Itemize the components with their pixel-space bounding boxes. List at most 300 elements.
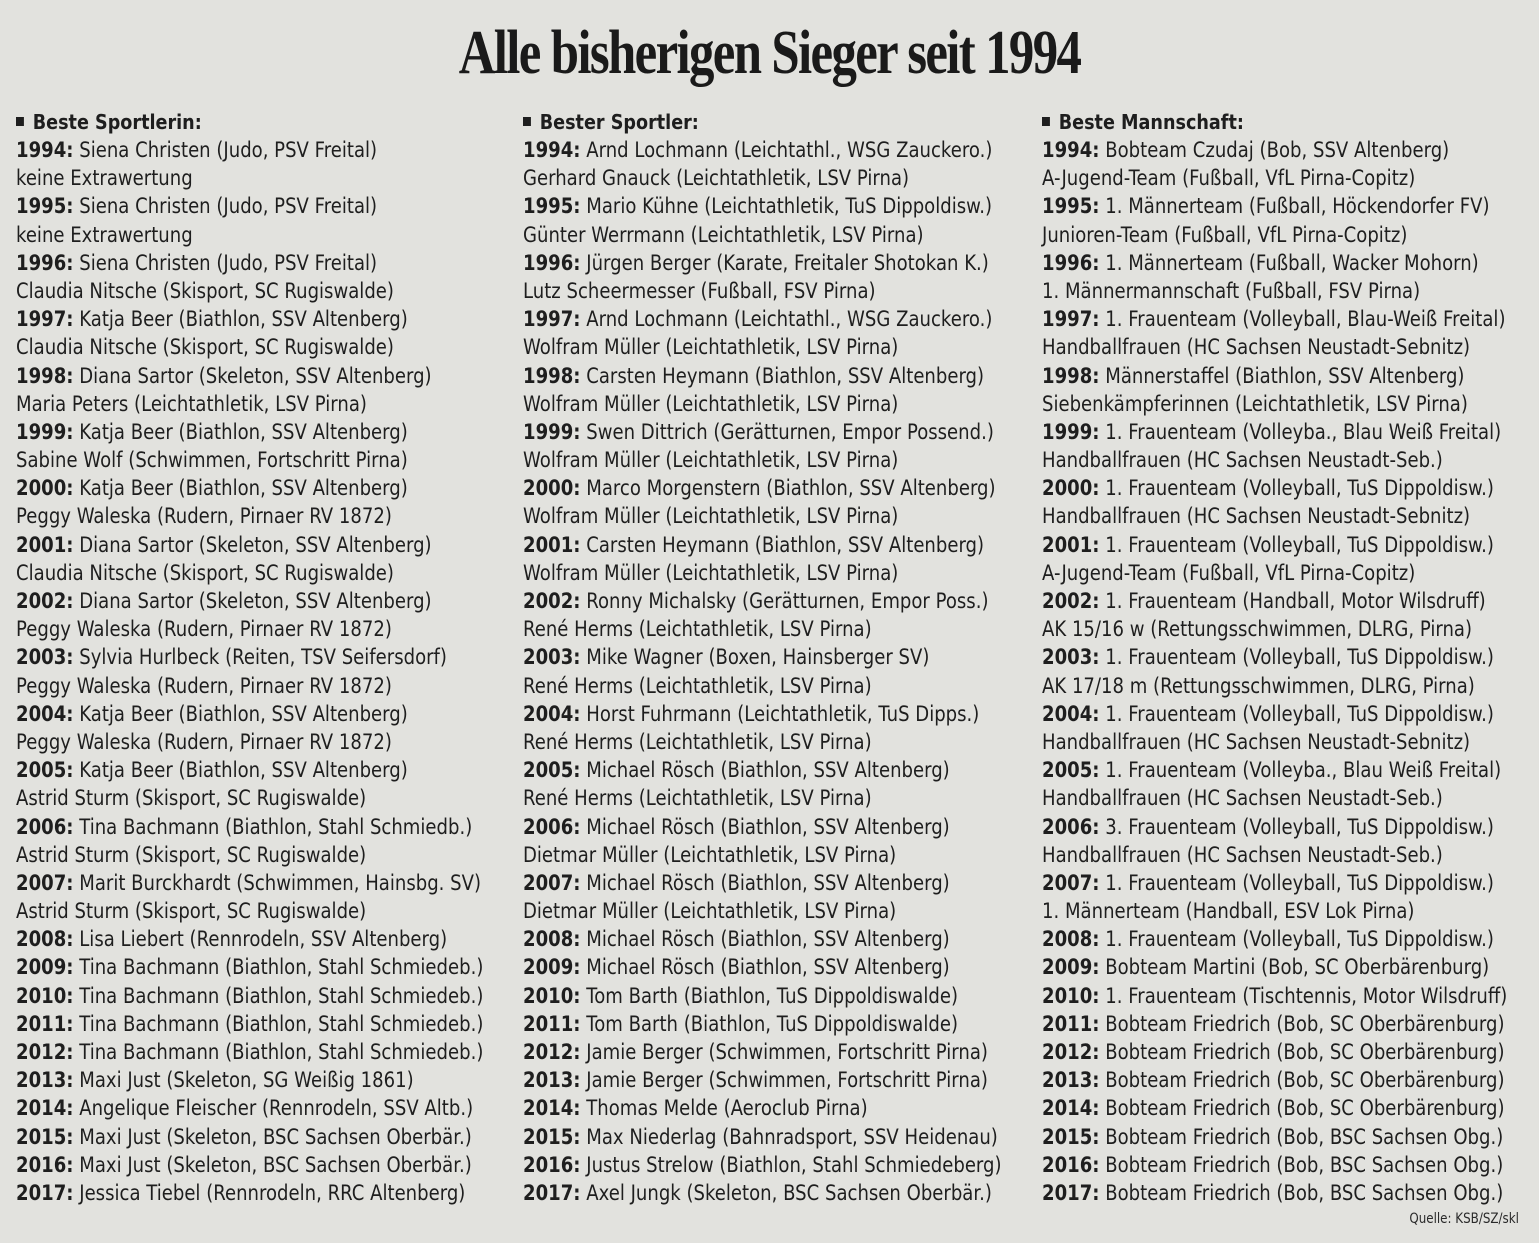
column-heading — [16, 108, 460, 136]
winner-line — [523, 531, 985, 559]
winner-line — [16, 643, 450, 671]
winner-line — [16, 756, 450, 784]
winner-text: Diana Sartor (Skeleton, SSV Altenberg) — [73, 532, 432, 557]
winner-year: 1995: — [1042, 194, 1100, 219]
winner-year: 2003: — [16, 645, 74, 670]
winner-text: Astrid Sturm (Skisport, SC Rugiswalde) — [16, 842, 367, 867]
winner-line — [523, 1094, 960, 1122]
winner-year: 1994: — [16, 138, 74, 162]
winner-line — [1042, 841, 1463, 869]
winner-line — [16, 587, 450, 615]
winner-line — [1042, 249, 1479, 277]
winner-line — [523, 333, 960, 361]
winner-text: Jessica Tiebel (Rennrodeln, RRC Altenberg) — [73, 1180, 466, 1205]
winner-text: Sylvia Hurlbeck (Reiten, TSV Seifersdorf) — [73, 645, 447, 670]
winner-text: Axel Jungk (Skeleton, BSC Sachsen Oberbär.) — [580, 1180, 992, 1205]
winner-text: 1. Frauenteam (Volleyba., Blau Weiß Freital) — [1099, 419, 1502, 444]
winner-text: Peggy Waleska (Rudern, Pirnaer RV 1872) — [16, 673, 392, 698]
winner-text: Astrid Sturm (Skisport, SC Rugiswalde) — [16, 786, 367, 811]
page-title: Alle bisherigen Sieger seit 1994 — [458, 19, 1081, 87]
winner-year: 2002: — [16, 589, 74, 613]
winner-year: 2010: — [16, 983, 74, 1008]
winner-year: 1997: — [1042, 307, 1100, 332]
winner-text: Arnd Lochmann (Leichtathl., WSG Zauckero.) — [580, 307, 993, 332]
winner-text: René Herms (Leichtathletik, LSV Pirna) — [523, 786, 872, 811]
winner-year: 2017: — [523, 1180, 581, 1205]
winner-line — [16, 192, 450, 220]
winner-line — [16, 1066, 450, 1094]
winner-year: 2014: — [1042, 1096, 1100, 1121]
winner-line — [16, 1010, 484, 1038]
column-heading — [523, 108, 970, 136]
winner-year: 1998: — [16, 363, 74, 388]
winner-line — [523, 672, 960, 700]
winner-text: Marco Morgenstern (Biathlon, SSV Altenberg) — [580, 476, 996, 501]
winner-text: Katja Beer (Biathlon, SSV Altenberg) — [73, 419, 408, 444]
winner-text: 1. Frauenteam (Volleyball, TuS Dippoldisw.) — [1099, 532, 1494, 557]
winner-year: 2010: — [523, 983, 581, 1008]
winner-line — [16, 136, 450, 164]
winner-year: 2007: — [523, 870, 581, 895]
winner-line — [523, 446, 960, 474]
winner-text: Diana Sartor (Skeleton, SSV Altenberg) — [73, 589, 432, 613]
winner-text: Maria Peters (Leichtathletik, LSV Pirna) — [16, 391, 367, 416]
winner-line — [16, 1038, 484, 1066]
winner-year: 2008: — [523, 927, 581, 952]
winner-line — [1042, 672, 1475, 700]
winner-year: 2001: — [1042, 532, 1100, 557]
winner-year: 1994: — [1042, 138, 1100, 162]
winner-line — [1042, 531, 1494, 559]
winner-text: Marit Burckhardt (Schwimmen, Hainsbg. SV) — [73, 870, 482, 895]
winner-line — [16, 559, 450, 587]
winner-line — [16, 1094, 474, 1122]
winner-line — [16, 982, 484, 1010]
winner-line — [16, 615, 450, 643]
winner-line — [16, 446, 450, 474]
winner-text: Lisa Liebert (Rennrodeln, SSV Altenberg) — [73, 927, 448, 952]
winner-year: 2015: — [523, 1124, 581, 1149]
winner-year: 2005: — [16, 758, 74, 783]
winner-year: 2003: — [1042, 645, 1100, 670]
winner-text: AK 15/16 w (Rettungsschwimmen, DLRG, Pirna) — [1042, 617, 1473, 642]
winner-line — [1042, 925, 1494, 953]
winner-line — [1042, 756, 1502, 784]
winner-text: Maxi Just (Skeleton, SG Weißig 1861) — [73, 1068, 414, 1093]
winner-line — [523, 756, 960, 784]
winner-text: Tina Bachmann (Biathlon, Stahl Schmiedeb.) — [73, 1011, 484, 1036]
winner-text: AK 17/18 m (Rettungsschwimmen, DLRG, Pirna) — [1042, 673, 1475, 698]
winner-line — [523, 784, 960, 812]
winner-year: 2011: — [16, 1011, 74, 1036]
winner-line — [523, 925, 960, 953]
winner-year: 1999: — [523, 419, 581, 444]
winner-line — [16, 531, 450, 559]
winner-line — [523, 249, 989, 277]
winner-year: 1996: — [523, 250, 581, 275]
winner-list — [1042, 136, 1532, 1207]
winner-line — [1042, 1066, 1505, 1094]
winner-text: 1. Frauenteam (Volleyba., Blau Weiß Freital) — [1099, 758, 1502, 783]
winner-text: Bobteam Friedrich (Bob, SC Oberbärenburg) — [1099, 1096, 1505, 1121]
winner-line — [16, 418, 450, 446]
winner-line — [1042, 418, 1502, 446]
winner-text: 1. Männermannschaft (Fußball, FSV Pirna) — [1042, 278, 1421, 303]
winner-line — [1042, 953, 1490, 981]
winner-year: 2008: — [1042, 927, 1100, 952]
winner-year: 2004: — [16, 701, 74, 726]
winner-line — [16, 249, 450, 277]
winner-text: A-Jugend-Team (Fußball, VfL Pirna-Copitz) — [1042, 560, 1416, 585]
winner-line — [523, 615, 960, 643]
winner-year: 2014: — [16, 1096, 74, 1121]
winner-text: A-Jugend-Team (Fußball, VfL Pirna-Copitz) — [1042, 166, 1416, 191]
winner-line — [16, 502, 450, 530]
winner-year: 2009: — [523, 955, 581, 980]
winner-line — [523, 841, 960, 869]
winner-text: 1. Frauenteam (Volleyball, TuS Dippoldisw.) — [1099, 927, 1494, 952]
winner-year: 2012: — [1042, 1040, 1100, 1064]
winner-text: Angelique Fleischer (Rennrodeln, SSV Altb.) — [73, 1096, 474, 1121]
winner-line — [1042, 728, 1471, 756]
winner-line — [16, 728, 450, 756]
winner-line — [16, 305, 450, 333]
winner-line — [1042, 221, 1463, 249]
winner-list — [523, 136, 1031, 1207]
winner-line — [16, 164, 450, 192]
winner-line — [1042, 615, 1473, 643]
winner-text: Bobteam Friedrich (Bob, BSC Sachsen Obg.) — [1099, 1180, 1504, 1205]
winner-text: Tina Bachmann (Biathlon, Stahl Schmiedeb.) — [73, 1040, 484, 1064]
winner-line — [523, 474, 996, 502]
winner-line — [1042, 277, 1463, 305]
winner-year: 2015: — [1042, 1124, 1100, 1149]
winner-text: 1. Frauenteam (Volleyball, TuS Dippoldisw.) — [1099, 701, 1494, 726]
winner-year: 1999: — [16, 419, 74, 444]
winner-text: Horst Fuhrmann (Leichtathletik, TuS Dipps.) — [580, 701, 980, 726]
winner-line — [523, 982, 960, 1010]
winner-year: 1996: — [1042, 250, 1100, 275]
winner-line — [523, 390, 960, 418]
column-heading-label: Beste Mannschaft: — [1058, 110, 1244, 134]
winner-line — [1042, 1038, 1505, 1066]
winner-text: Max Niederlag (Bahnradsport, SSV Heidenau) — [580, 1124, 998, 1149]
winner-text: Mike Wagner (Boxen, Hainsberger SV) — [580, 645, 930, 670]
winner-line — [1042, 333, 1471, 361]
winner-year: 1995: — [16, 194, 74, 219]
winner-year: 2013: — [1042, 1068, 1100, 1093]
winner-line — [523, 418, 994, 446]
winner-text: René Herms (Leichtathletik, LSV Pirna) — [523, 673, 872, 698]
winner-line — [523, 587, 989, 615]
winner-year: 1995: — [523, 194, 581, 219]
winner-line — [1042, 1151, 1504, 1179]
winner-text: Wolfram Müller (Leichtathletik, LSV Pirna) — [523, 504, 899, 529]
winner-text: 1. Männerteam (Handball, ESV Lok Pirna) — [1042, 899, 1415, 924]
winner-line — [1042, 305, 1506, 333]
column-beste-sportlerin — [16, 108, 521, 1207]
winner-text: 1. Frauenteam (Volleyball, TuS Dippoldisw.) — [1099, 645, 1494, 670]
winner-text: Justus Strelow (Biathlon, Stahl Schmiedeberg) — [580, 1152, 1002, 1177]
winner-year: 1999: — [1042, 419, 1100, 444]
winner-year: 2001: — [16, 532, 74, 557]
winner-year: 2007: — [16, 870, 74, 895]
winner-line — [1042, 164, 1463, 192]
winner-year: 2006: — [16, 814, 74, 839]
winner-line — [16, 390, 450, 418]
winner-line — [1042, 390, 1468, 418]
winner-year: 2004: — [523, 701, 581, 726]
winner-line — [523, 700, 980, 728]
winner-year: 2009: — [1042, 955, 1100, 980]
winner-year: 2000: — [1042, 476, 1100, 501]
winner-text: Diana Sartor (Skeleton, SSV Altenberg) — [73, 363, 432, 388]
winner-text: Sabine Wolf (Schwimmen, Fortschritt Pirna) — [16, 448, 408, 473]
winner-year: 1998: — [1042, 363, 1100, 388]
winner-line — [523, 305, 993, 333]
winner-text: Ronny Michalsky (Gerätturnen, Empor Poss.) — [580, 589, 989, 613]
winner-line — [1042, 1094, 1505, 1122]
winner-line — [1042, 982, 1508, 1010]
winner-line — [1042, 474, 1494, 502]
winner-text: Wolfram Müller (Leichtathletik, LSV Pirna) — [523, 448, 899, 473]
winner-line — [523, 1010, 960, 1038]
winner-year: 1997: — [16, 307, 74, 332]
bullet-square-icon — [16, 117, 24, 126]
winner-line — [523, 813, 960, 841]
winner-line — [1042, 700, 1494, 728]
winner-year: 2013: — [16, 1068, 74, 1093]
winner-year: 2012: — [16, 1040, 74, 1064]
winner-line — [16, 1179, 466, 1207]
winner-line — [1042, 813, 1494, 841]
source-credit: Quelle: KSB/SZ/skl — [1409, 1211, 1519, 1227]
winner-text: 1. Frauenteam (Volleyball, TuS Dippoldisw.) — [1099, 476, 1494, 501]
winner-line — [16, 362, 450, 390]
winner-year: 2016: — [1042, 1152, 1100, 1177]
winner-text: Tom Barth (Biathlon, TuS Dippoldiswalde) — [580, 983, 959, 1008]
winner-year: 2016: — [523, 1152, 581, 1177]
winner-text: 1. Frauenteam (Volleyball, TuS Dippoldisw.) — [1099, 870, 1494, 895]
winner-text: Carsten Heymann (Biathlon, SSV Altenberg) — [580, 532, 985, 557]
winner-line — [523, 277, 960, 305]
winner-text: 1. Männerteam (Fußball, Wacker Mohorn) — [1099, 250, 1479, 275]
winner-text: Günter Werrmann (Leichtathletik, LSV Pirna) — [523, 222, 924, 247]
winner-line — [523, 136, 993, 164]
winner-text: Tina Bachmann (Biathlon, Stahl Schmiedb.) — [73, 814, 473, 839]
winner-text: Siebenkämpferinnen (Leichtathletik, LSV Pirna) — [1042, 391, 1468, 416]
winner-line — [16, 1123, 472, 1151]
winner-year: 2010: — [1042, 983, 1100, 1008]
winner-line — [1042, 897, 1463, 925]
winner-line — [1042, 1123, 1504, 1151]
winner-line — [1042, 869, 1494, 897]
winner-text: Junioren-Team (Fußball, VfL Pirna-Copitz) — [1042, 222, 1408, 247]
winner-text: Bobteam Martini (Bob, SC Oberbärenburg) — [1099, 955, 1490, 980]
winner-text: Lutz Scheermesser (Fußball, FSV Pirna) — [523, 278, 876, 303]
winner-text: Michael Rösch (Biathlon, SSV Altenberg) — [580, 870, 950, 895]
winner-year: 2002: — [523, 589, 581, 613]
winner-line — [523, 897, 960, 925]
winner-line — [1042, 446, 1463, 474]
winner-text: Handballfrauen (HC Sachsen Neustadt-Seb.) — [1042, 786, 1443, 811]
winner-year: 2006: — [1042, 814, 1100, 839]
winner-line — [16, 672, 450, 700]
winner-line — [16, 333, 450, 361]
winner-text: Michael Rösch (Biathlon, SSV Altenberg) — [580, 927, 950, 952]
winner-text: Bobteam Friedrich (Bob, SC Oberbärenburg) — [1099, 1040, 1505, 1064]
column-heading-label: Beste Sportlerin: — [32, 110, 202, 134]
winner-line — [1042, 643, 1494, 671]
winner-line — [523, 953, 960, 981]
winner-text: Siena Christen (Judo, PSV Freital) — [73, 194, 378, 219]
winner-list — [16, 136, 521, 1207]
winner-line — [16, 1151, 472, 1179]
winner-text: Dietmar Müller (Leichtathletik, LSV Pirna) — [523, 842, 897, 867]
winner-line — [1042, 1179, 1504, 1207]
winner-text: Tina Bachmann (Biathlon, Stahl Schmiedeb.) — [73, 955, 484, 980]
winner-year: 2005: — [1042, 758, 1100, 783]
winner-text: Claudia Nitsche (Skisport, SC Rugiswalde) — [16, 335, 394, 360]
winner-line — [16, 925, 450, 953]
winner-line — [523, 1038, 988, 1066]
winner-text: Claudia Nitsche (Skisport, SC Rugiswalde) — [16, 278, 394, 303]
winner-line — [523, 362, 985, 390]
winner-year: 2012: — [523, 1040, 581, 1064]
winner-line — [523, 1123, 998, 1151]
winner-text: 1. Frauenteam (Tischtennis, Motor Wilsdruff) — [1099, 983, 1508, 1008]
winner-line — [1042, 192, 1490, 220]
winner-year: 2001: — [523, 532, 581, 557]
winner-text: Handballfrauen (HC Sachsen Neustadt-Sebnitz) — [1042, 504, 1471, 529]
winner-text: Peggy Waleska (Rudern, Pirnaer RV 1872) — [16, 729, 392, 754]
winner-text: Dietmar Müller (Leichtathletik, LSV Pirna) — [523, 899, 897, 924]
winner-text: Michael Rösch (Biathlon, SSV Altenberg) — [580, 814, 950, 839]
winner-text: 3. Frauenteam (Volleyball, TuS Dippoldisw.) — [1099, 814, 1494, 839]
winner-line — [16, 841, 450, 869]
winner-text: Handballfrauen (HC Sachsen Neustadt-Seb.) — [1042, 842, 1443, 867]
winner-text: Michael Rösch (Biathlon, SSV Altenberg) — [580, 758, 950, 783]
winner-year: 2003: — [523, 645, 581, 670]
winner-text: keine Extrawertung — [16, 166, 193, 191]
winner-text: Katja Beer (Biathlon, SSV Altenberg) — [73, 701, 408, 726]
winner-line — [16, 869, 482, 897]
winner-year: 1997: — [523, 307, 581, 332]
winner-year: 2009: — [16, 955, 74, 980]
winner-line — [16, 277, 450, 305]
winner-year: 2005: — [523, 758, 581, 783]
winner-text: 1. Männerteam (Fußball, Höckendorfer FV) — [1099, 194, 1490, 219]
winner-text: Gerhard Gnauck (Leichtathletik, LSV Pirna) — [523, 166, 910, 191]
winner-line — [16, 897, 450, 925]
winner-text: Bobteam Friedrich (Bob, SC Oberbärenburg) — [1099, 1011, 1505, 1036]
column-beste-mannschaft — [1042, 108, 1532, 1207]
winner-line — [1042, 362, 1463, 390]
winner-text: 1. Frauenteam (Volleyball, Blau-Weiß Freital) — [1099, 307, 1506, 332]
winner-line — [16, 784, 450, 812]
winner-year: 2002: — [1042, 589, 1100, 613]
column-heading-label: Bester Sportler: — [539, 110, 699, 134]
winner-year: 2016: — [16, 1152, 74, 1177]
winner-line — [1042, 1010, 1505, 1038]
winner-text: Jürgen Berger (Karate, Freitaler Shotokan K.) — [580, 250, 989, 275]
winner-text: Siena Christen (Judo, PSV Freital) — [73, 138, 378, 162]
winner-text: Tom Barth (Biathlon, TuS Dippoldiswalde) — [580, 1011, 959, 1036]
winner-year: 2000: — [523, 476, 581, 501]
winner-text: Carsten Heymann (Biathlon, SSV Altenberg) — [580, 363, 985, 388]
winner-text: keine Extrawertung — [16, 222, 193, 247]
winner-year: 2008: — [16, 927, 74, 952]
winner-line — [16, 813, 473, 841]
winner-text: Peggy Waleska (Rudern, Pirnaer RV 1872) — [16, 504, 392, 529]
winner-text: Wolfram Müller (Leichtathletik, LSV Pirna) — [523, 560, 899, 585]
bullet-square-icon — [523, 117, 531, 126]
winner-year: 2014: — [523, 1096, 581, 1121]
winner-year: 2000: — [16, 476, 74, 501]
winner-text: Bobteam Friedrich (Bob, SC Oberbärenburg) — [1099, 1068, 1505, 1093]
winner-year: 2006: — [523, 814, 581, 839]
winner-text: Jamie Berger (Schwimmen, Fortschritt Pirna) — [580, 1068, 988, 1093]
winner-text: Maxi Just (Skeleton, BSC Sachsen Oberbär.) — [73, 1124, 472, 1149]
winner-text: Bobteam Friedrich (Bob, BSC Sachsen Obg.) — [1099, 1124, 1504, 1149]
winner-line — [523, 1151, 1002, 1179]
winner-text: Michael Rösch (Biathlon, SSV Altenberg) — [580, 955, 950, 980]
winner-text: Handballfrauen (HC Sachsen Neustadt-Sebnitz) — [1042, 335, 1471, 360]
winner-text: Tina Bachmann (Biathlon, Stahl Schmiedeb.) — [73, 983, 484, 1008]
winner-text: Thomas Melde (Aeroclub Pirna) — [580, 1096, 868, 1121]
winner-text: Jamie Berger (Schwimmen, Fortschritt Pirna) — [580, 1040, 988, 1064]
winner-line — [1042, 559, 1463, 587]
winner-line — [1042, 784, 1463, 812]
winner-line — [523, 643, 960, 671]
winner-year: 2017: — [1042, 1180, 1100, 1205]
winner-text: Maxi Just (Skeleton, BSC Sachsen Oberbär.) — [73, 1152, 472, 1177]
winner-line — [523, 164, 960, 192]
winner-line — [16, 474, 450, 502]
winner-text: René Herms (Leichtathletik, LSV Pirna) — [523, 617, 872, 642]
winner-line — [1042, 502, 1471, 530]
winner-year: 1994: — [523, 138, 581, 162]
winner-text: Wolfram Müller (Leichtathletik, LSV Pirna) — [523, 335, 899, 360]
winner-text: Arnd Lochmann (Leichtathl., WSG Zauckero.) — [580, 138, 993, 162]
winner-line — [523, 1066, 988, 1094]
winner-line — [523, 1179, 992, 1207]
winner-text: Wolfram Müller (Leichtathletik, LSV Pirna) — [523, 391, 899, 416]
winner-line — [1042, 136, 1463, 164]
winner-line — [523, 221, 960, 249]
bullet-square-icon — [1042, 117, 1050, 126]
winner-text: Swen Dittrich (Gerätturnen, Empor Possend.) — [580, 419, 994, 444]
winner-text: Claudia Nitsche (Skisport, SC Rugiswalde) — [16, 560, 394, 585]
winner-year: 2004: — [1042, 701, 1100, 726]
winner-year: 2015: — [16, 1124, 74, 1149]
winner-text: Handballfrauen (HC Sachsen Neustadt-Sebnitz) — [1042, 729, 1471, 754]
winner-year: 2007: — [1042, 870, 1100, 895]
winner-text: Bobteam Friedrich (Bob, BSC Sachsen Obg.) — [1099, 1152, 1504, 1177]
winner-text: 1. Frauenteam (Handball, Motor Wilsdruff) — [1099, 589, 1486, 613]
winner-text: Katja Beer (Biathlon, SSV Altenberg) — [73, 476, 408, 501]
winner-text: Handballfrauen (HC Sachsen Neustadt-Seb.) — [1042, 448, 1443, 473]
winner-year: 1998: — [523, 363, 581, 388]
winner-line — [523, 502, 960, 530]
winner-line — [523, 192, 993, 220]
winner-text: Mario Kühne (Leichtathletik, TuS Dippoldisw.) — [580, 194, 993, 219]
winner-text: Katja Beer (Biathlon, SSV Altenberg) — [73, 758, 408, 783]
column-heading — [1042, 108, 1473, 136]
winner-line — [16, 700, 450, 728]
winner-text: Katja Beer (Biathlon, SSV Altenberg) — [73, 307, 408, 332]
winner-line — [523, 869, 960, 897]
